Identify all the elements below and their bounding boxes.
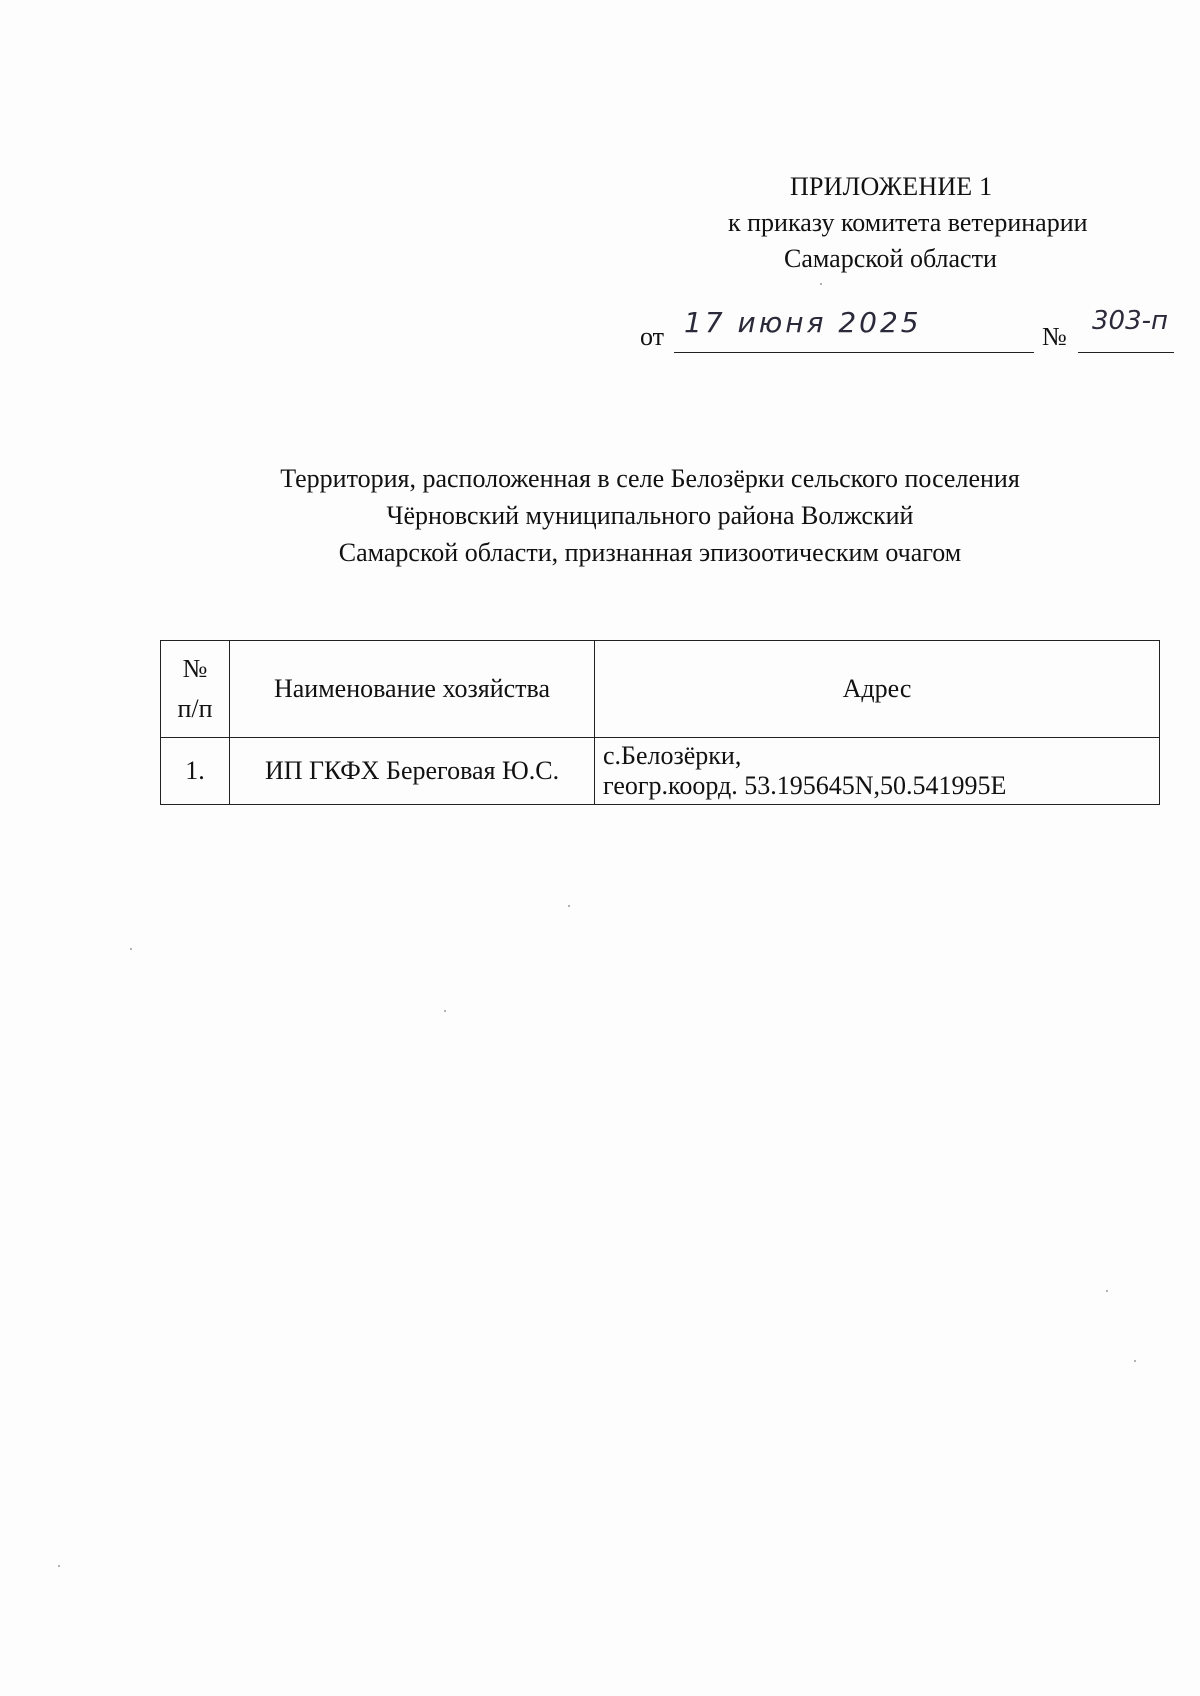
order-number-field — [1078, 306, 1174, 353]
scan-speck — [1106, 1290, 1108, 1292]
table-header-row — [161, 641, 1160, 738]
row-num: 1. — [161, 738, 230, 805]
header-num-symbol: № — [182, 654, 208, 683]
appendix-region: Самарской области — [784, 244, 997, 273]
table-row — [161, 738, 1160, 805]
scan-speck — [444, 1010, 446, 1012]
row-address-locality: с.Белозёрки, — [603, 741, 742, 770]
heading-line-2: Чёрновский муниципального района Волжский — [386, 501, 914, 530]
farms-table — [160, 640, 1160, 805]
order-date-number-line — [640, 306, 1169, 358]
header-num — [161, 641, 230, 738]
order-number-handwritten: 303-п — [1092, 306, 1169, 336]
header-address: Адрес — [595, 641, 1160, 738]
scan-speck — [58, 1565, 60, 1567]
row-farm-name: ИП ГКФХ Береговая Ю.С. — [230, 738, 595, 805]
document-heading — [120, 460, 1180, 571]
heading-line-3: Самарской области, признанная эпизоотическим очагом — [338, 538, 962, 567]
order-date-field — [674, 306, 1034, 353]
order-number-label: № — [1042, 322, 1067, 351]
order-date-handwritten: 17 июня 2025 — [684, 306, 922, 339]
order-from-label: от — [640, 322, 665, 351]
scan-speck — [130, 948, 132, 950]
header-num-pp: п/п — [177, 694, 213, 723]
heading-line-1: Территория, расположенная в селе Белозёрки сельского поселения — [280, 464, 1020, 493]
scan-speck — [820, 283, 822, 285]
header-farm-name: Наименование хозяйства — [230, 641, 595, 738]
scan-speck — [1134, 1360, 1136, 1362]
row-address-coords: геогр.коорд. 53.195645N,50.541995E — [603, 771, 1007, 800]
row-address — [595, 738, 1160, 805]
scan-speck — [568, 905, 570, 907]
appendix-order-ref: к приказу комитета ветеринарии — [728, 208, 1088, 237]
appendix-title: ПРИЛОЖЕНИЕ 1 — [790, 172, 993, 201]
